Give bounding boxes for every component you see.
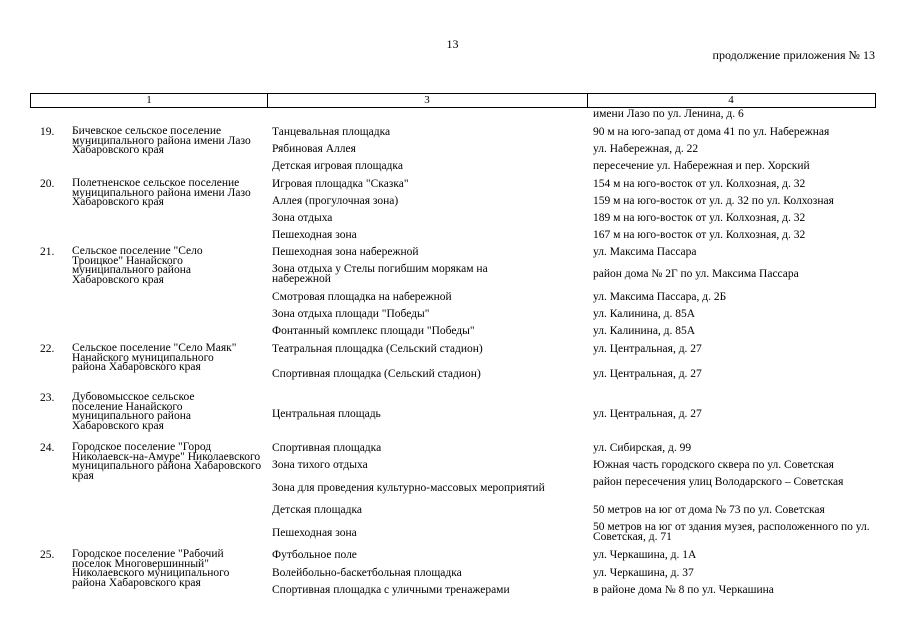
object-address: 154 м на юго-восток от ул. Колхозная, д. 32 bbox=[593, 178, 806, 190]
object-name: Центральная площадь bbox=[272, 408, 381, 420]
object-address: ул. Черкашина, д. 37 bbox=[593, 567, 694, 579]
object-address: Южная часть городского сквера по ул. Советская bbox=[593, 459, 834, 471]
row-number: 19. bbox=[40, 126, 55, 138]
municipality-name: Бичевское сельское поселение муниципального района имени Лазо Хабаровского края bbox=[72, 125, 251, 156]
object-name: Футбольное поле bbox=[272, 549, 357, 561]
object-address: ул. Центральная, д. 27 bbox=[593, 368, 702, 380]
object-address: ул. Центральная, д. 27 bbox=[593, 408, 702, 420]
object-address: в районе дома № 8 по ул. Черкашина bbox=[593, 584, 774, 596]
object-name: Зона отдыха bbox=[272, 212, 333, 224]
row-number: 22. bbox=[40, 343, 55, 355]
object-name: Зона для проведения культурно-массовых мероприятий bbox=[272, 482, 545, 494]
object-address: 90 м на юго-запад от дома 41 по ул. Набережная bbox=[593, 126, 830, 138]
object-address: 189 м на юго-восток от ул. Колхозная, д. 32 bbox=[593, 212, 806, 224]
object-name: Волейбольно-баскетбольная площадка bbox=[272, 567, 462, 579]
object-address: ул. Черкашина, д. 1А bbox=[593, 549, 697, 561]
object-name: Детская игровая площадка bbox=[272, 160, 403, 172]
object-address: ул. Сибирская, д. 99 bbox=[593, 442, 692, 454]
object-address: 167 м на юго-восток от ул. Колхозная, д. 32 bbox=[593, 229, 806, 241]
object-address: ул. Калинина, д. 85А bbox=[593, 308, 696, 320]
row-number: 21. bbox=[40, 246, 55, 258]
object-address: ул. Калинина, д. 85А bbox=[593, 325, 696, 337]
carry-over-address: имени Лазо по ул. Ленина, д. 6 bbox=[593, 108, 744, 120]
object-address: район дома № 2Г по ул. Максима Пассара bbox=[593, 268, 799, 280]
row-number: 25. bbox=[40, 549, 55, 561]
header-col-1: 1 bbox=[146, 94, 152, 106]
row-number: 23. bbox=[40, 392, 55, 404]
object-name: Фонтанный комплекс площади "Победы" bbox=[272, 325, 475, 337]
page-number: 13 bbox=[446, 37, 459, 51]
object-name: Пешеходная зона набережной bbox=[272, 246, 419, 258]
municipality-name: Полетненское сельское поселение муниципального района имени Лазо Хабаровского края bbox=[72, 177, 251, 208]
municipality-name: Городское поселение "Город Николаевск-на-Амуре" Николаевского муниципального района Хабаровского края bbox=[72, 441, 262, 482]
object-name: Детская площадка bbox=[272, 504, 363, 516]
object-name: Спортивная площадка (Сельский стадион) bbox=[272, 368, 481, 380]
header-col-4: 4 bbox=[728, 94, 734, 106]
object-address: 50 метров на юг от дома № 73 по ул. Советская bbox=[593, 504, 825, 516]
row-number: 24. bbox=[40, 442, 55, 454]
object-name: Зона отдыха площади "Победы" bbox=[272, 308, 430, 320]
object-name: Спортивная площадка с уличными тренажерами bbox=[272, 584, 510, 596]
row-number: 20. bbox=[40, 178, 55, 190]
object-name: Спортивная площадка bbox=[272, 442, 382, 454]
object-address: 159 м на юго-восток от ул. д. 32 по ул. Колхозная bbox=[593, 195, 834, 207]
object-address: район пересечения улиц Володарского – Советская bbox=[593, 476, 844, 488]
table-header bbox=[30, 93, 876, 108]
header-col-3: 3 bbox=[424, 94, 430, 106]
municipality-name: Дубовомысское сельское поселение Нанайского муниципального района Хабаровского края bbox=[72, 391, 195, 432]
appendix-note: продолжение приложения № 13 bbox=[712, 48, 875, 62]
object-name: Аллея (прогулочная зона) bbox=[272, 195, 399, 207]
object-name: Зона отдыха у Стелы погибшим морякам на набережной bbox=[272, 263, 488, 285]
object-name: Рябиновая Аллея bbox=[272, 143, 356, 155]
object-name: Пешеходная зона bbox=[272, 229, 357, 241]
object-name: Театральная площадка (Сельский стадион) bbox=[272, 343, 483, 355]
object-name: Пешеходная зона bbox=[272, 527, 357, 539]
object-name: Игровая площадка "Сказка" bbox=[272, 178, 409, 190]
object-name: Смотровая площадка на набережной bbox=[272, 291, 452, 303]
object-name: Танцевальная площадка bbox=[272, 126, 391, 138]
object-address: ул. Набережная, д. 22 bbox=[593, 143, 699, 155]
object-address: ул. Центральная, д. 27 bbox=[593, 343, 702, 355]
object-name: Зона тихого отдыха bbox=[272, 459, 368, 471]
object-address: ул. Максима Пассара, д. 2Б bbox=[593, 291, 727, 303]
municipality-name: Сельское поселение "Село Маяк" Нанайского муниципального района Хабаровского края bbox=[72, 342, 237, 373]
municipality-name: Сельское поселение "Село Троицкое" Нанайского муниципального района Хабаровского края bbox=[72, 245, 203, 286]
object-address: ул. Максима Пассара bbox=[593, 246, 697, 258]
object-address: 50 метров на юг от здания музея, расположенного по ул. Советская, д. 71 bbox=[593, 521, 870, 543]
object-address: пересечение ул. Набережная и пер. Хорский bbox=[593, 160, 810, 172]
municipality-name: Городское поселение "Рабочий поселок Многовершинный" Николаевского муниципального района Хабаровского края bbox=[72, 548, 230, 589]
